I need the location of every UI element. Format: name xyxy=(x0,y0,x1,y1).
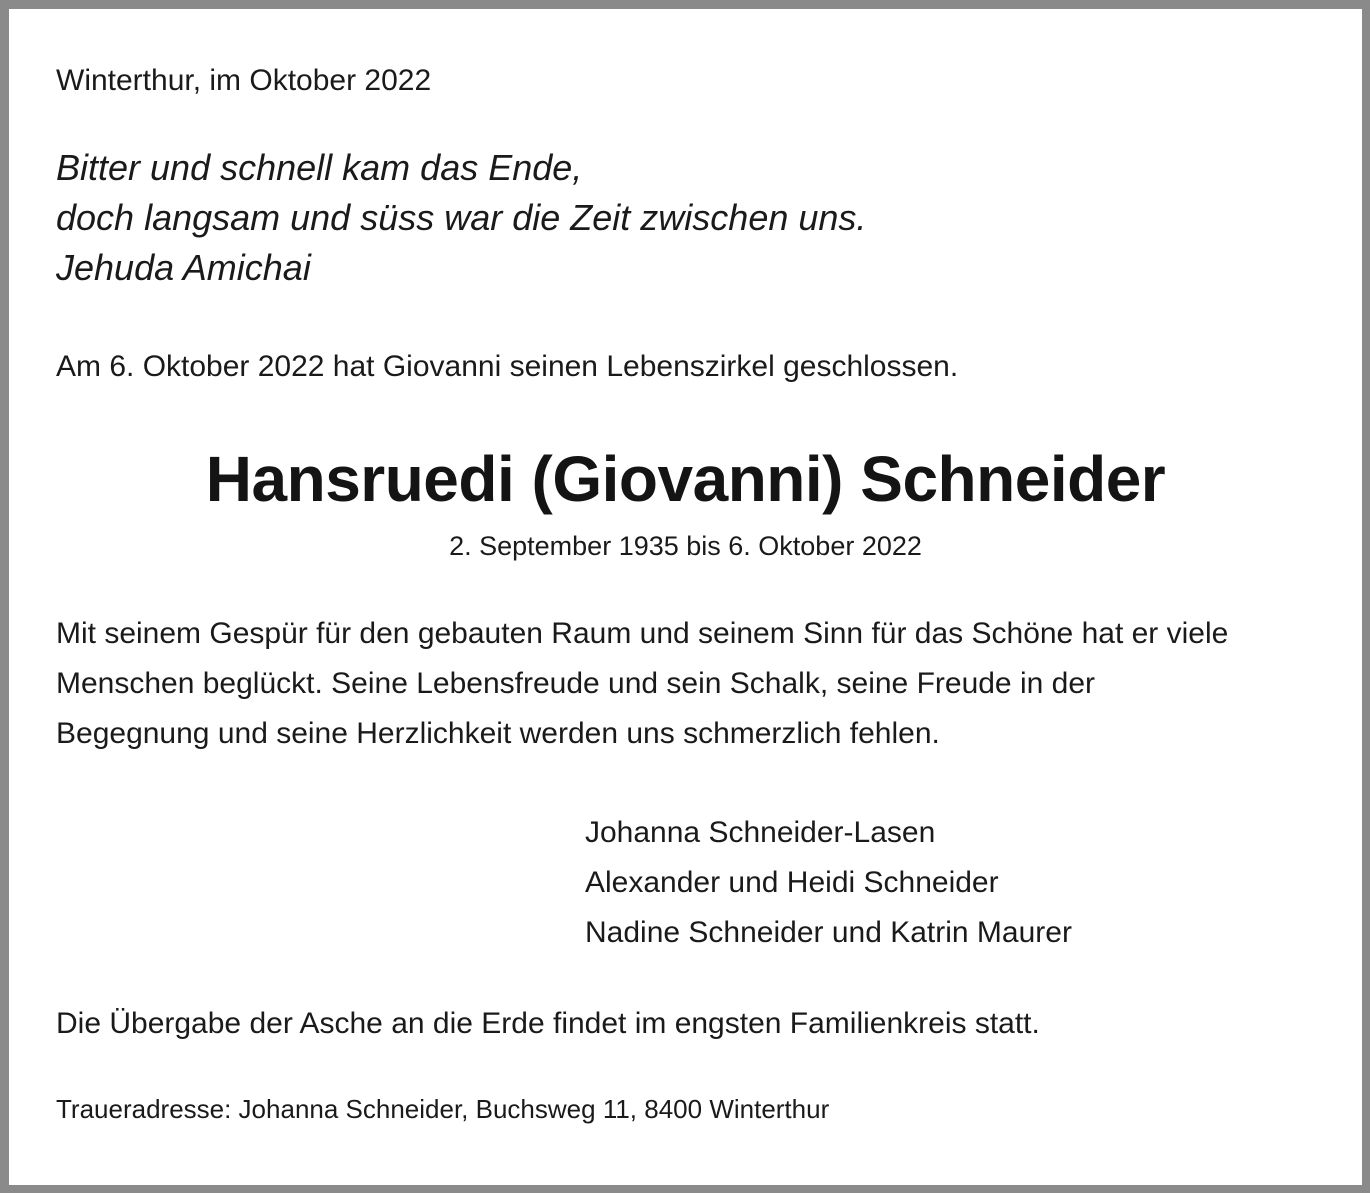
quote-author: Jehuda Amichai xyxy=(56,247,311,288)
mourning-address: Traueradresse: Johanna Schneider, Buchsweg 11, 8400 Winterthur xyxy=(56,1094,830,1124)
quote-line: Bitter und schnell kam das Ende, xyxy=(56,147,583,188)
tribute-line: Begegnung und seine Herzlichkeit werden uns schmerzlich fehlen. xyxy=(56,717,940,750)
memorial-quote xyxy=(56,143,866,293)
obituary-notice xyxy=(9,9,1362,1185)
deceased-name: Hansruedi (Giovanni) Schneider xyxy=(205,443,1166,515)
life-dates: 2. September 1935 bis 6. Oktober 2022 xyxy=(449,531,922,561)
mourner-name: Alexander und Heidi Schneider xyxy=(585,866,999,899)
tribute-paragraph xyxy=(56,609,1228,759)
tribute-line: Mit seinem Gespür für den gebauten Raum und seinem Sinn für das Schöne hat er viele xyxy=(56,617,1229,650)
place-date-line: Winterthur, im Oktober 2022 xyxy=(56,64,432,97)
intro-sentence: Am 6. Oktober 2022 hat Giovanni seinen Lebenszirkel geschlossen. xyxy=(56,350,959,383)
quote-line: doch langsam und süss war die Zeit zwischen uns. xyxy=(56,197,867,238)
mourner-name: Johanna Schneider-Lasen xyxy=(585,816,936,849)
tribute-line: Menschen beglückt. Seine Lebensfreude und sein Schalk, seine Freude in der xyxy=(56,667,1095,700)
ceremony-note: Die Übergabe der Asche an die Erde findet im engsten Familienkreis statt. xyxy=(56,1007,1040,1040)
mourners-list xyxy=(585,808,1072,958)
mourner-name: Nadine Schneider und Katrin Maurer xyxy=(585,916,1072,949)
